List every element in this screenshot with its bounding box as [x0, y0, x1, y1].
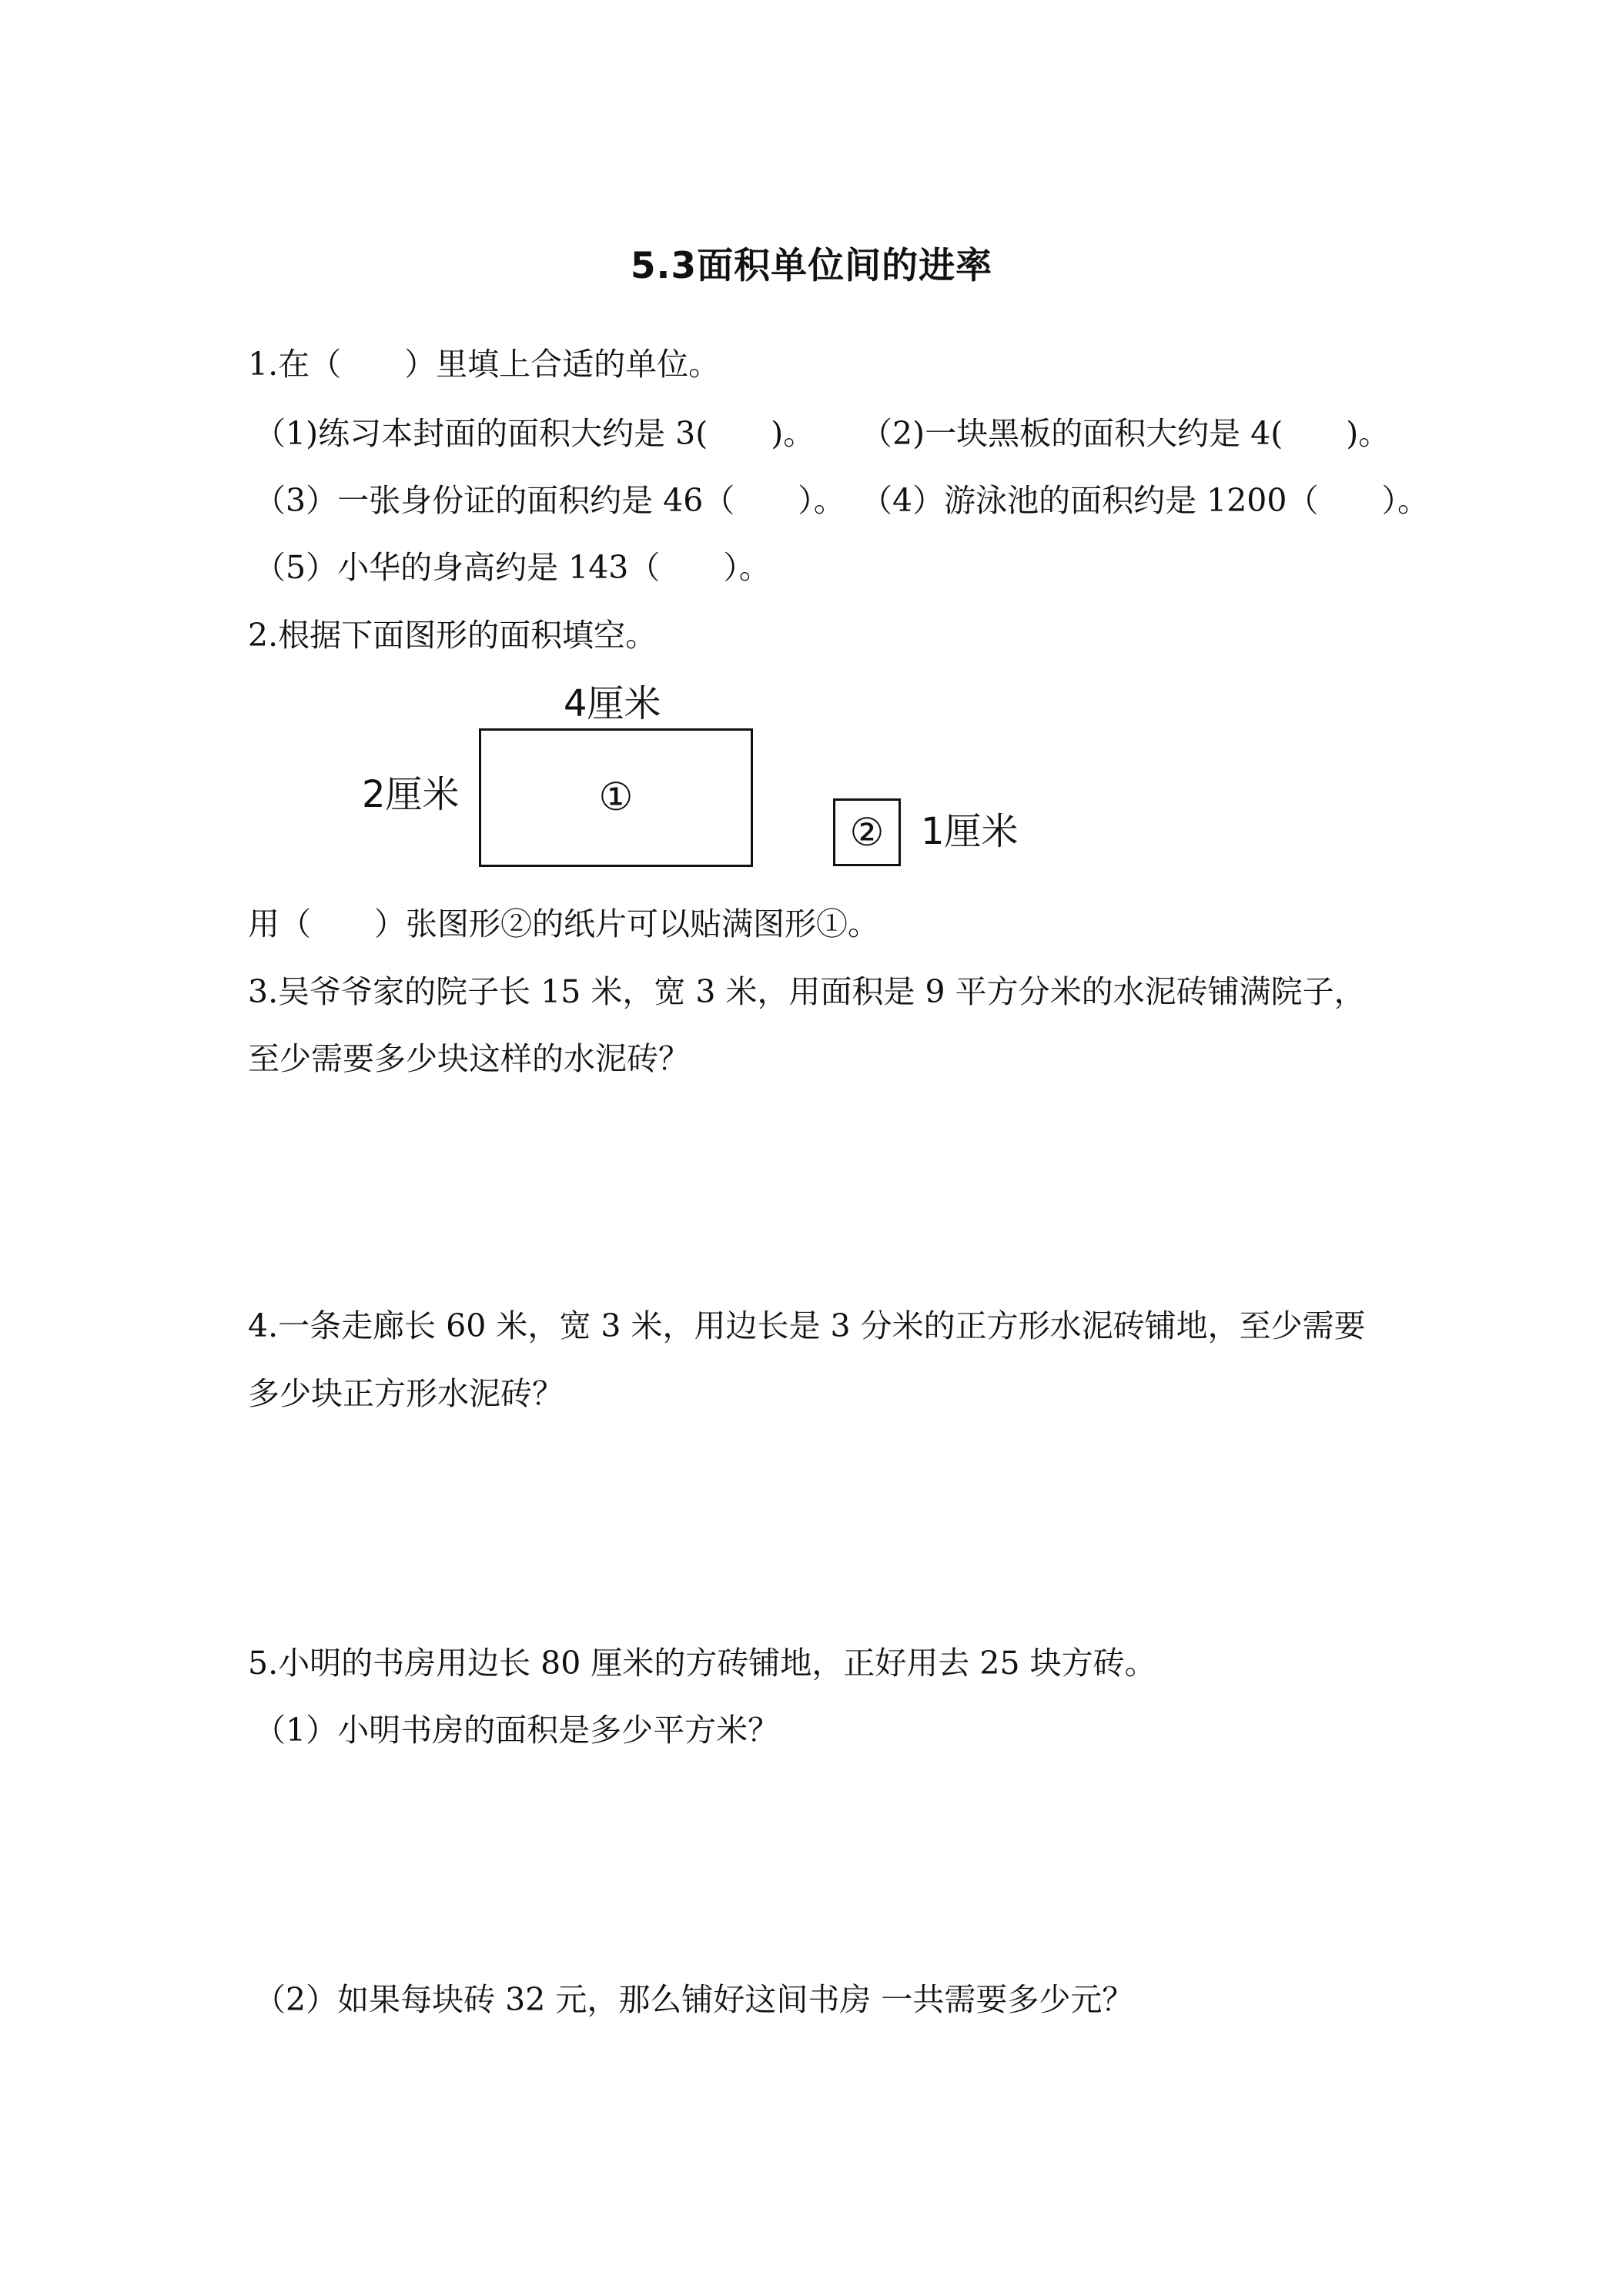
rect-height-label: 2厘米 — [362, 773, 460, 816]
q3-line-2: 至少需要多少块这样的水泥砖？ — [248, 1040, 690, 1077]
q2-stem: 2.根据下面图形的面积填空。 — [248, 617, 658, 654]
q3-line-1: 3.吴爷爷家的院子长 15 米，宽 3 米，用面积是 9 平方分米的水泥砖铺满院子， — [248, 973, 1366, 1010]
q1-item-2: （2)一块黑板的面积大约是 4( )。 — [861, 415, 1390, 452]
page-title: 5.3面积单位间的进率 — [630, 245, 993, 287]
q2-fill-line: 用（ ）张图形②的纸片可以贴满图形①。 — [248, 905, 879, 942]
q5-stem: 5.小明的书房用边长 80 厘米的方砖铺地，正好用去 25 块方砖。 — [248, 1645, 1156, 1682]
q5-sub-2: （2）如果每块砖 32 元，那么铺好这间书房 一共需要多少元？ — [254, 1981, 1134, 2018]
square-symbol: ② — [849, 810, 885, 855]
q1-item-4: （4）游泳池的面积约是 1200（ ）。 — [861, 482, 1429, 519]
square-side-label: 1厘米 — [921, 810, 1019, 853]
q1-stem: 1.在（ ）里填上合适的单位。 — [248, 346, 721, 383]
rect-width-label: 4厘米 — [564, 682, 661, 725]
q1-item-1: （1)练习本封面的面积大约是 3( )。 — [254, 415, 815, 452]
q5-sub-1: （1）小明书房的面积是多少平方米？ — [254, 1712, 780, 1749]
rectangle-symbol: ① — [598, 775, 634, 819]
q4-line-2: 多少块正方形水泥砖？ — [248, 1375, 564, 1412]
q1-item-5: （5）小华的身高约是 143（ ）。 — [254, 549, 771, 586]
rectangle-shape-1 — [479, 728, 753, 867]
q1-item-3: （3）一张身份证的面积约是 46（ ）。 — [254, 482, 845, 519]
q4-line-1: 4.一条走廊长 60 米，宽 3 米，用边长是 3 分米的正方形水泥砖铺地，至少需要 — [248, 1307, 1366, 1344]
square-shape-2 — [833, 798, 901, 866]
